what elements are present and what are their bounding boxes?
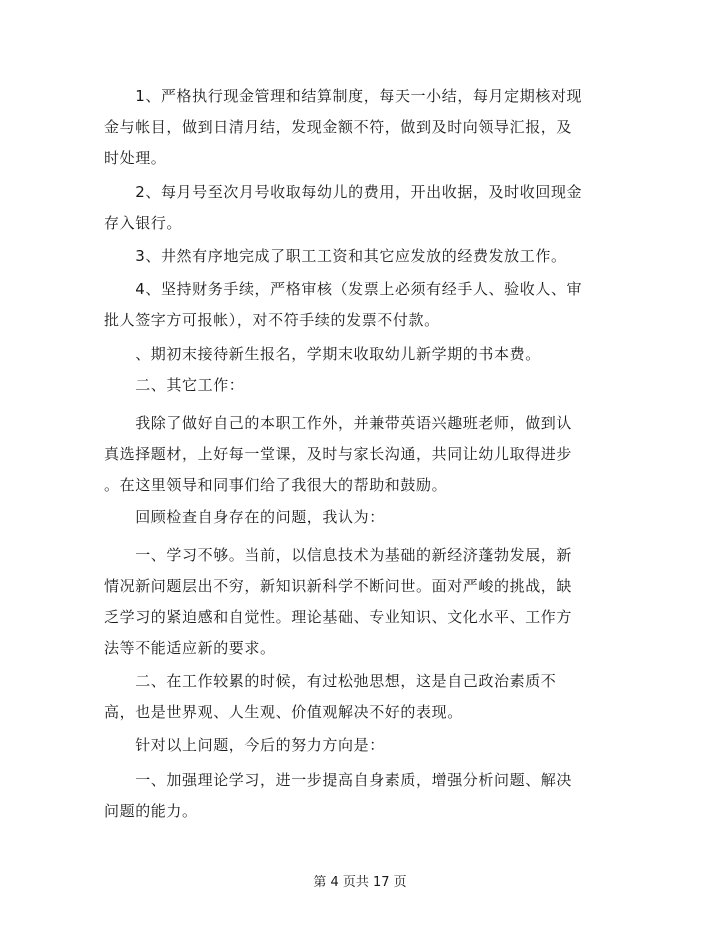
text-line: 法等不能适应新的要求。: [104, 639, 276, 657]
text-line: 二、其它工作：: [104, 376, 245, 394]
text-line: 金与帐目，做到日清月结，发现金额不符，做到及时向领导汇报，及: [104, 118, 573, 136]
paragraph-insufficient-study: [104, 540, 604, 664]
paragraph-english-class: [104, 408, 604, 501]
paragraph-improvement-direction: [104, 730, 604, 761]
text-line: 1、严格执行现金管理和结算制度，每天一小结，每月定期核对现: [104, 87, 583, 105]
text-line: 时处理。: [104, 149, 167, 167]
text-line: 存入银行。: [104, 214, 183, 232]
paragraph-strengthen-theory: [104, 765, 604, 827]
paragraph-cash-management: [104, 81, 604, 174]
text-line: 二、在工作较累的时候，有过松弛思想，这是自己政治素质不: [104, 672, 557, 690]
paragraph-financial-procedures: [104, 274, 604, 336]
text-line: 批人签字方可报帐），对不符手续的发票不付款。: [104, 311, 440, 329]
paragraph-enrollment: [104, 339, 604, 370]
text-line: 、期初末接待新生报名，学期末收取幼儿新学期的书本费。: [104, 345, 541, 363]
text-line: 真选择题材，上好每一堂课，及时与家长沟通，共同让幼儿取得进步: [104, 445, 573, 463]
paragraph-fee-collection: [104, 177, 604, 239]
text-line: 。在这里领导和同事们给了我很大的帮助和鼓励。: [104, 476, 448, 494]
text-line: 高，也是世界观、人生观、价值观解决不好的表现。: [104, 703, 463, 721]
page-number-footer: 第 4 页共 17 页: [313, 875, 407, 890]
paragraph-slack-thinking: [104, 666, 604, 728]
section-heading-other-work: [104, 370, 604, 401]
text-line: 乏学习的紧迫感和自觉性。理论基础、专业知识、文化水平、工作方: [104, 608, 573, 626]
text-line: 3、井然有序地完成了职工工资和其它应发放的经费发放工作。: [104, 247, 567, 265]
text-line: 一、加强理论学习，进一步提高自身素质，增强分析问题、解决: [104, 771, 573, 789]
text-line: 情况新问题层出不穷，新知识新科学不断问世。面对严峻的挑战，缺: [104, 577, 573, 595]
paragraph-payroll: [104, 241, 604, 272]
text-line: 问题的能力。: [104, 802, 198, 820]
text-line: 针对以上问题，今后的努力方向是：: [104, 736, 385, 754]
text-line: 我除了做好自己的本职工作外，并兼带英语兴趣班老师，做到认: [104, 414, 573, 432]
text-line: 4、坚持财务手续，严格审核（发票上必须有经手人、验收人、审: [104, 280, 583, 298]
text-line: 回顾检查自身存在的问题，我认为：: [104, 508, 385, 526]
text-line: 一、学习不够。当前，以信息技术为基础的新经济蓬勃发展，新: [104, 546, 573, 564]
paragraph-self-review: [104, 502, 604, 533]
text-line: 2、每月号至次月号收取每幼儿的费用，开出收据，及时收回现金: [104, 183, 583, 201]
